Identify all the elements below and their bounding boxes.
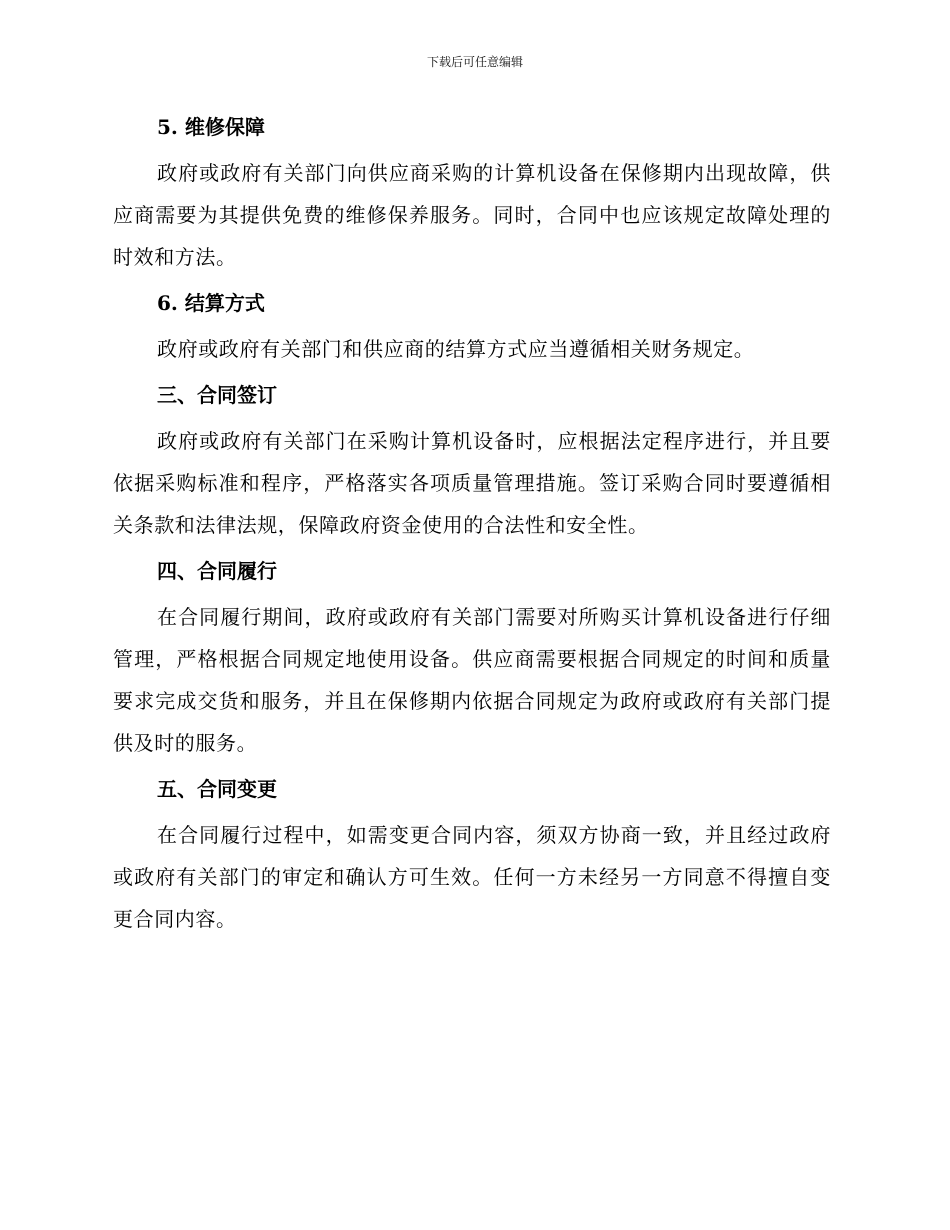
section-paragraph-contract-performance: 在合同履行期间，政府或政府有关部门需要对所购买计算机设备进行仔细管理，严格根据合同规定地使用设备。供应商需要根据合同规定的时间和质量要求完成交货和服务，并且在保修期内依据合同规定为政府或政府有关部门提供及时的服务。 [113,605,831,755]
section-paragraph-contract-change: 在合同履行过程中，如需变更合同内容，须双方协商一致，并且经过政府或政府有关部门的审定和确认方可生效。任何一方未经另一方同意不得擅自变更合同内容。 [113,823,831,931]
section-heading-maintenance: 5. 维修保障 [157,115,265,139]
document-body [113,108,831,946]
section-paragraph-maintenance: 政府或政府有关部门向供应商采购的计算机设备在保修期内出现故障，供应商需要为其提供免费的维修保养服务。同时，合同中也应该规定故障处理的时效和方法。 [113,161,831,269]
section-paragraph-settlement: 政府或政府有关部门和供应商的结算方式应当遵循相关财务规定。 [157,337,755,361]
section-heading-contract-signing: 三、合同签订 [157,383,277,407]
section-heading-contract-performance: 四、合同履行 [157,559,277,583]
page-header: 下载后可任意编辑 [426,55,523,69]
section-paragraph-contract-signing: 政府或政府有关部门在采购计算机设备时，应根据法定程序进行，并且要依据采购标准和程序，严格落实各项质量管理措施。签订采购合同时要遵循相关条款和法律法规，保障政府资金使用的合法性和安全性。 [113,429,831,537]
section-heading-settlement: 6. 结算方式 [157,291,265,315]
section-heading-contract-change: 五、合同变更 [157,777,277,801]
